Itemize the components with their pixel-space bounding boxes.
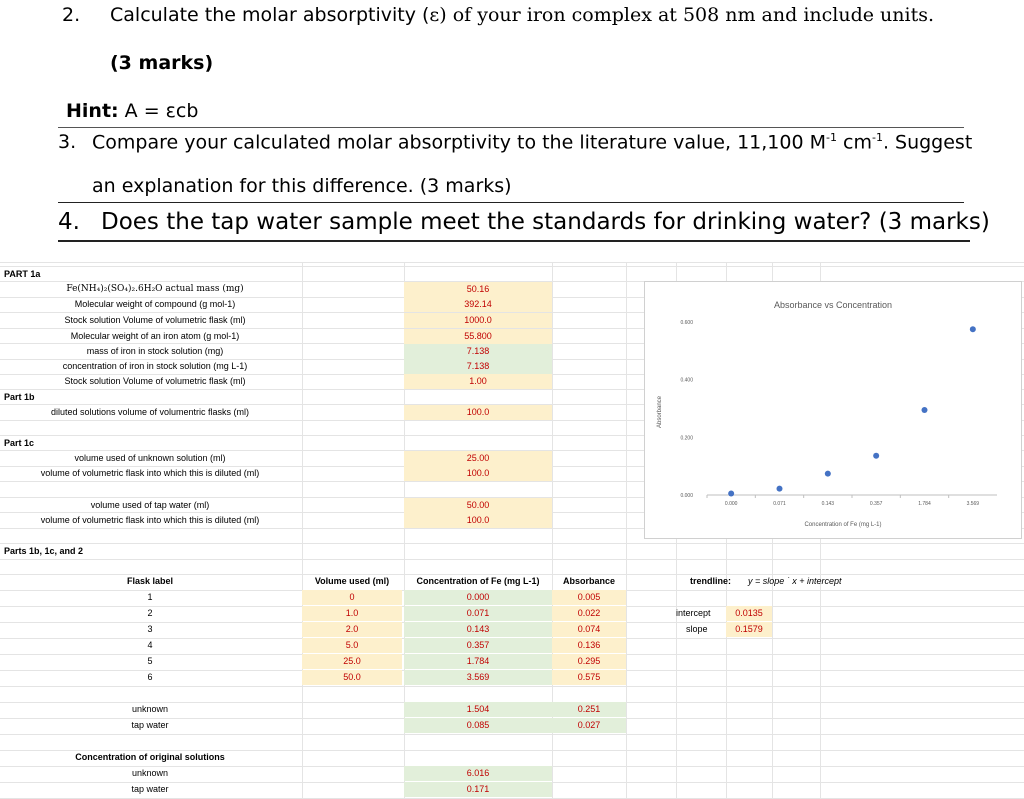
y-tick-label: 0.200 <box>680 435 693 442</box>
x-tick-label: 3.569 <box>966 501 980 507</box>
grid-line <box>0 266 1024 267</box>
concentration-value[interactable]: 1.784 <box>404 654 552 669</box>
grid-line <box>0 543 1024 544</box>
absorbance-value[interactable]: 0.022 <box>552 606 626 621</box>
volume-value[interactable]: 25.0 <box>302 654 402 669</box>
cell-value[interactable]: 0.171 <box>404 782 552 797</box>
cell-value[interactable]: 50.00 <box>404 498 552 513</box>
cell-value[interactable]: 50.16 <box>404 282 552 297</box>
row-label: volume used of tap water (ml) <box>90 500 210 510</box>
column-header-flask: Flask label <box>126 576 174 586</box>
question-3 <box>58 131 972 153</box>
cell-value[interactable]: 100.0 <box>404 405 552 420</box>
cell-value[interactable]: 55.800 <box>404 329 552 344</box>
cell-value[interactable]: 0.027 <box>552 718 626 733</box>
volume-value[interactable]: 5.0 <box>302 638 402 653</box>
row-label: Stock solution Volume of volumetric flask (ml) <box>64 315 246 325</box>
question-3-line-2: an explanation for this difference. (3 marks) <box>92 175 512 197</box>
y-tick-label: 0.600 <box>680 320 693 326</box>
absorbance-value[interactable]: 0.575 <box>552 670 626 685</box>
epsilon-symbol: ε <box>429 4 440 26</box>
data-point[interactable] <box>777 486 783 492</box>
chart-y-axis-label: Absorbance <box>657 395 663 429</box>
grid-line <box>0 262 1024 263</box>
x-tick-label: 0.357 <box>869 501 883 507</box>
data-point[interactable] <box>873 453 879 459</box>
question-3-number: 3. <box>58 131 77 154</box>
absorbance-value[interactable]: 0.136 <box>552 638 626 653</box>
slope-label: slope <box>686 624 708 634</box>
column-header-absorbance: Absorbance <box>562 576 615 586</box>
row-label: Molecular weight of compound (g mol-1) <box>74 299 236 309</box>
divider-line <box>58 127 964 128</box>
slope-value[interactable]: 0.1579 <box>726 622 772 637</box>
row-label: Stock solution Volume of volumetric flask (ml) <box>64 376 246 386</box>
section-title-part1a: PART 1a <box>4 269 41 279</box>
trendline-equation: y = slope ˙ x + intercept <box>748 576 842 586</box>
row-label: diluted solutions volume of volumentric flasks (ml) <box>50 407 250 417</box>
flask-label: 4 <box>147 640 153 650</box>
hint-formula: A = εcb <box>118 100 199 122</box>
cell-value[interactable]: 100.0 <box>404 466 552 481</box>
column-header-volume: Volume used (ml) <box>314 576 390 586</box>
cell-value[interactable]: 1.504 <box>404 702 552 717</box>
cell-value[interactable]: 6.016 <box>404 766 552 781</box>
row-label: Molecular weight of an iron atom (g mol-1) <box>70 331 240 341</box>
grid-line <box>0 734 1024 735</box>
row-label: unknown <box>131 768 169 778</box>
data-point[interactable] <box>825 471 831 477</box>
question-2-number: 2. <box>62 4 81 26</box>
question-2-marks: (3 marks) <box>110 52 214 74</box>
question-2 <box>62 4 934 26</box>
absorbance-value[interactable]: 0.074 <box>552 622 626 637</box>
x-tick-label: 0.143 <box>821 501 835 507</box>
concentration-value[interactable]: 0.143 <box>404 622 552 637</box>
cell-value[interactable]: 1.00 <box>404 374 552 389</box>
concentration-value[interactable]: 0.357 <box>404 638 552 653</box>
question-4-number: 4. <box>58 209 80 235</box>
volume-value[interactable]: 1.0 <box>302 606 402 621</box>
flask-label: 3 <box>147 624 153 634</box>
question-2-text-a: Calculate the molar absorptivity ( <box>110 4 430 26</box>
cell-value[interactable]: 100.0 <box>404 513 552 528</box>
cell-value[interactable]: 1000.0 <box>404 313 552 328</box>
unit-exponent-1: -1 <box>826 131 837 144</box>
x-tick-label: 1.784 <box>918 501 931 507</box>
flask-label: 5 <box>147 656 153 666</box>
cell-value[interactable]: 0.251 <box>552 702 626 717</box>
x-tick-label: 0.000 <box>724 501 738 507</box>
hint-label: Hint: <box>66 100 119 122</box>
original-solutions-title: Concentration of original solutions <box>75 752 225 762</box>
cell-value[interactable]: 25.00 <box>404 451 552 466</box>
grid-line <box>0 559 1024 560</box>
row-label: volume used of unknown solution (ml) <box>74 453 226 463</box>
row-label: volume of volumetric flask into which this is diluted (ml) <box>40 468 260 478</box>
row-label: concentration of iron in stock solution (mg L-1) <box>62 361 248 371</box>
question-4 <box>58 209 990 235</box>
intercept-label: intercept <box>676 608 711 618</box>
volume-value[interactable]: 50.0 <box>302 670 402 685</box>
data-point[interactable] <box>970 326 976 332</box>
question-3-text-a: Compare your calculated molar absorptivity to the literature value, 11,100 M <box>92 131 826 154</box>
flask-label: 6 <box>147 672 153 682</box>
column-header-concentration: Concentration of Fe (mg L-1) <box>416 576 540 586</box>
hint <box>66 100 198 122</box>
question-2-text-b: ) of your iron complex at 508 nm and include units. <box>439 4 935 26</box>
row-label: mass of iron in stock solution (mg) <box>86 346 224 356</box>
row-label: tap water <box>131 784 169 794</box>
divider-line <box>58 240 970 242</box>
intercept-value[interactable]: 0.0135 <box>726 606 772 621</box>
chart-title: Absorbance vs Concentration <box>773 300 893 310</box>
x-tick-label: 0.071 <box>773 501 786 507</box>
section-title-parts2: Parts 1b, 1c, and 2 <box>4 546 84 556</box>
volume-value[interactable]: 2.0 <box>302 622 402 637</box>
volume-value[interactable]: 0 <box>302 590 402 605</box>
y-tick-label: 0.000 <box>680 493 693 499</box>
cell-value[interactable]: 0.085 <box>404 718 552 733</box>
concentration-value[interactable]: 0.000 <box>404 590 552 605</box>
divider-line <box>58 202 964 203</box>
row-label: tap water <box>131 720 169 730</box>
absorbance-chart[interactable] <box>644 281 1022 539</box>
absorbance-value[interactable]: 0.295 <box>552 654 626 669</box>
concentration-value[interactable]: 0.071 <box>404 606 552 621</box>
y-tick-label: 0.400 <box>680 377 693 384</box>
question-3-text-b: cm <box>836 131 872 154</box>
question-4-text: Does the tap water sample meet the standards for drinking water? (3 marks) <box>101 209 990 235</box>
data-point[interactable] <box>922 407 928 413</box>
row-label: unknown <box>131 704 169 714</box>
cell-value[interactable]: 392.14 <box>404 297 552 312</box>
trendline-label: trendline: <box>690 576 732 586</box>
cell-value[interactable]: 7.138 <box>404 359 552 374</box>
flask-label: 1 <box>147 592 153 602</box>
absorbance-value[interactable]: 0.005 <box>552 590 626 605</box>
chart-svg <box>645 282 1021 538</box>
cell-value[interactable]: 7.138 <box>404 344 552 359</box>
chart-plot-area <box>680 320 997 507</box>
chart-x-axis-label: Concentration of Fe (mg L-1) <box>804 522 882 528</box>
data-point[interactable] <box>728 491 734 497</box>
unit-exponent-2: -1 <box>871 131 883 144</box>
section-title-part1b: Part 1b <box>4 392 35 402</box>
question-3-text-c: . Suggest <box>882 131 973 154</box>
row-label: Fe(NH₄)₂(SO₄)₂.6H₂O actual mass (mg) <box>66 284 244 294</box>
concentration-value[interactable]: 3.569 <box>404 670 552 685</box>
row-label: volume of volumetric flask into which this is diluted (ml) <box>40 515 260 525</box>
flask-label: 2 <box>147 608 153 618</box>
grid-line <box>0 686 1024 687</box>
section-title-part1c: Part 1c <box>4 438 35 448</box>
